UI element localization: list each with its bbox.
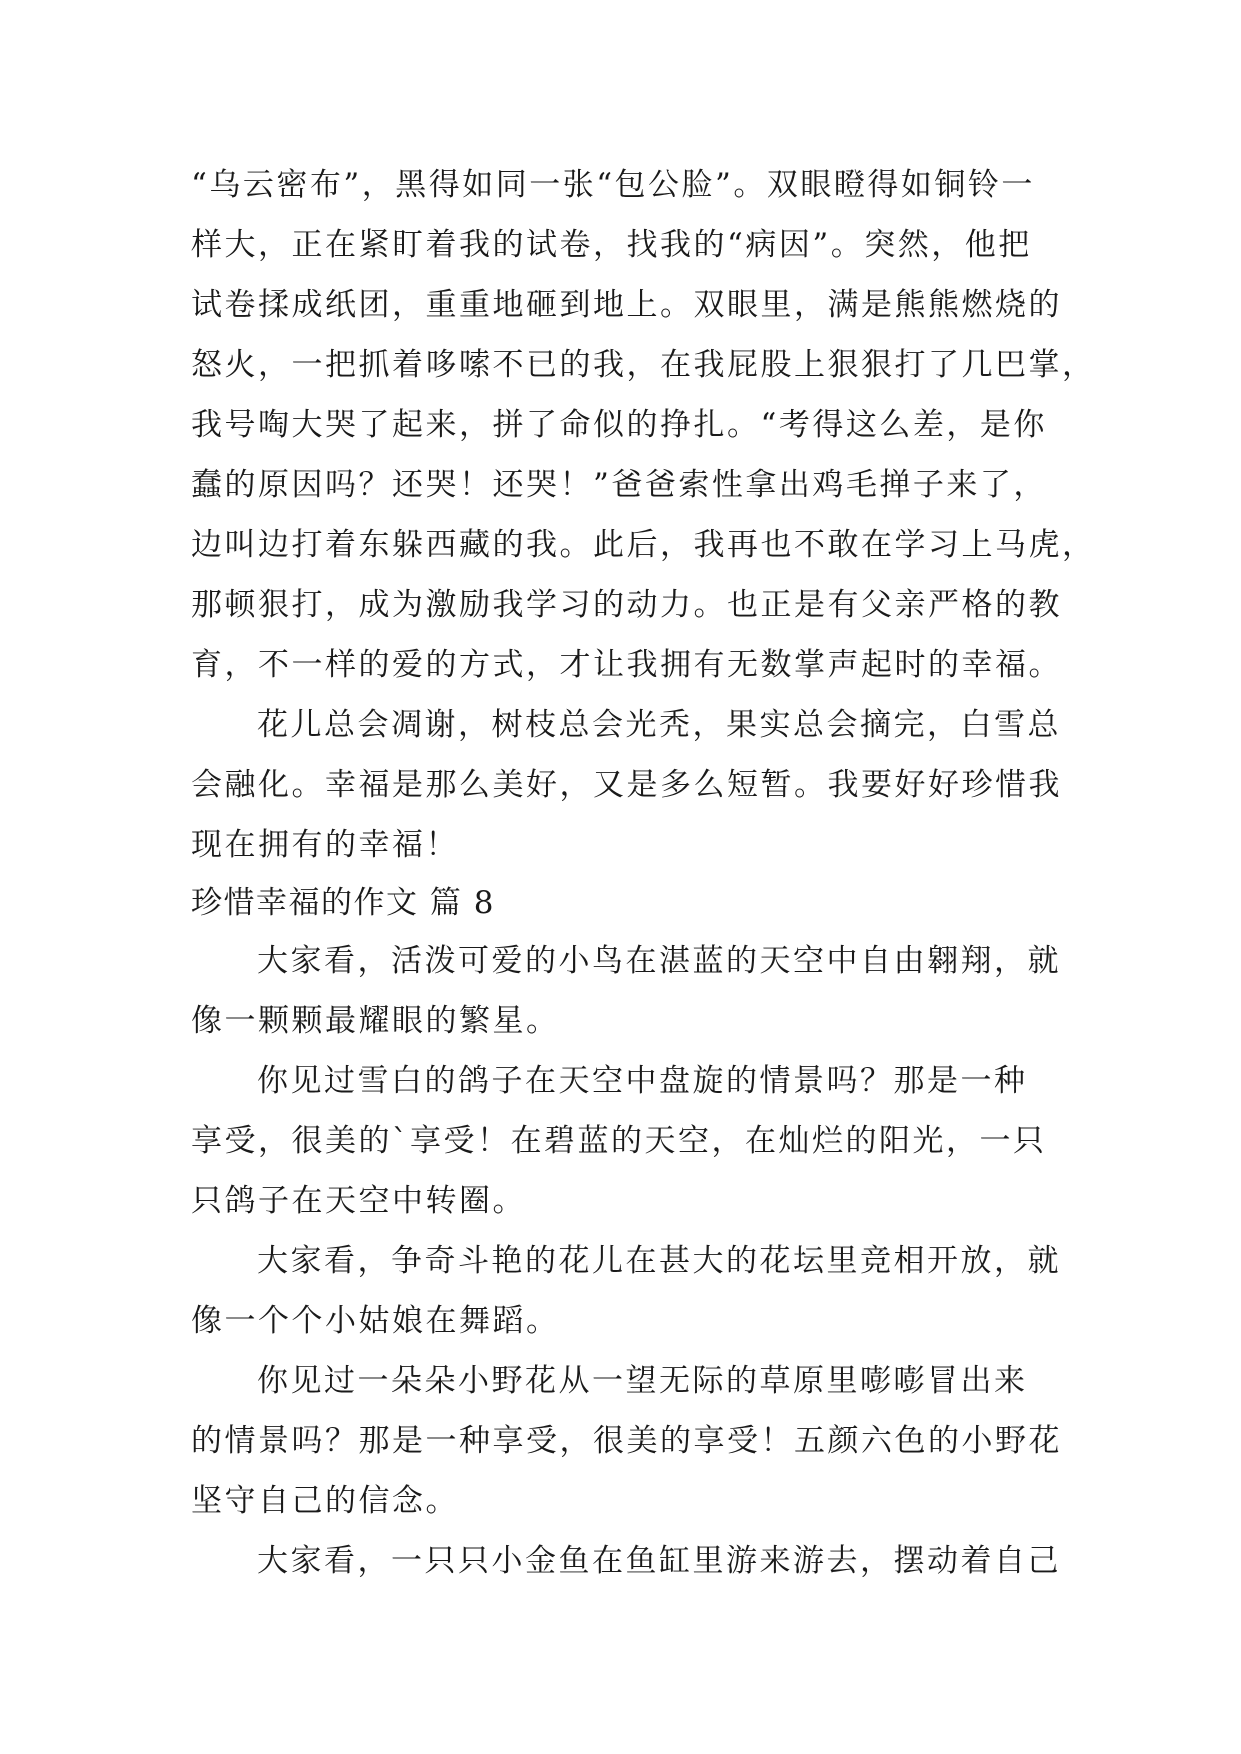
text-line: 试卷揉成纸团，重重地砸到地上。双眼里，满是熊熊燃烧的: [191, 287, 1062, 323]
text-line: 样大，正在紧盯着我的试卷，找我的“病因”。突然，他把: [191, 227, 1032, 263]
text-line: “乌云密布”，黑得如同一张“包公脸”。双眼瞪得如铜铃一: [191, 167, 1035, 203]
text-line: 边叫边打着东躲西藏的我。此后，我再也不敢在学习上马虎，: [191, 527, 1096, 563]
section-heading: 珍惜幸福的作文 篇 8: [191, 885, 495, 921]
text-line: 大家看，争奇斗艳的花儿在甚大的花坛里竞相开放，就: [257, 1243, 1061, 1279]
text-line: 怒火，一把抓着哆嗦不已的我，在我屁股上狠狠打了几巴掌，: [191, 347, 1096, 383]
text-line: 那顿狠打，成为激励我学习的动力。也正是有父亲严格的教: [191, 587, 1062, 623]
text-line: 大家看，一只只小金鱼在鱼缸里游来游去，摆动着自己: [257, 1543, 1061, 1579]
text-line: 现在拥有的幸福！: [191, 827, 459, 863]
text-line: 你见过雪白的鸽子在天空中盘旋的情景吗？那是一种: [257, 1063, 1028, 1099]
text-line: 享受，很美的`享受！在碧蓝的天空，在灿烂的阳光，一只: [191, 1123, 1047, 1159]
text-line: 蠢的原因吗？还哭！还哭！”爸爸索性拿出鸡毛掸子来了，: [191, 467, 1047, 503]
text-line: 坚守自己的信念。: [191, 1483, 459, 1519]
text-line: 的情景吗？那是一种享受，很美的享受！五颜六色的小野花: [191, 1423, 1062, 1459]
text-line: 你见过一朵朵小野花从一望无际的草原里嘭嘭冒出来: [257, 1363, 1028, 1399]
document-body: [191, 155, 1096, 1591]
text-line: 我号啕大哭了起来，拼了命似的挣扎。“考得这么差，是你: [191, 407, 1047, 443]
text-line: 像一个个小姑娘在舞蹈。: [191, 1303, 560, 1339]
text-line: 像一颗颗最耀眼的繁星。: [191, 1003, 560, 1039]
text-line: 只鸽子在天空中转圈。: [191, 1183, 526, 1219]
text-line: 花儿总会凋谢，树枝总会光秃，果实总会摘完，白雪总: [257, 707, 1061, 743]
text-line: 大家看，活泼可爱的小鸟在湛蓝的天空中自由翱翔，就: [257, 943, 1061, 979]
text-line: 育，不一样的爱的方式，才让我拥有无数掌声起时的幸福。: [191, 647, 1062, 683]
text-line: 会融化。幸福是那么美好，又是多么短暂。我要好好珍惜我: [191, 767, 1062, 803]
